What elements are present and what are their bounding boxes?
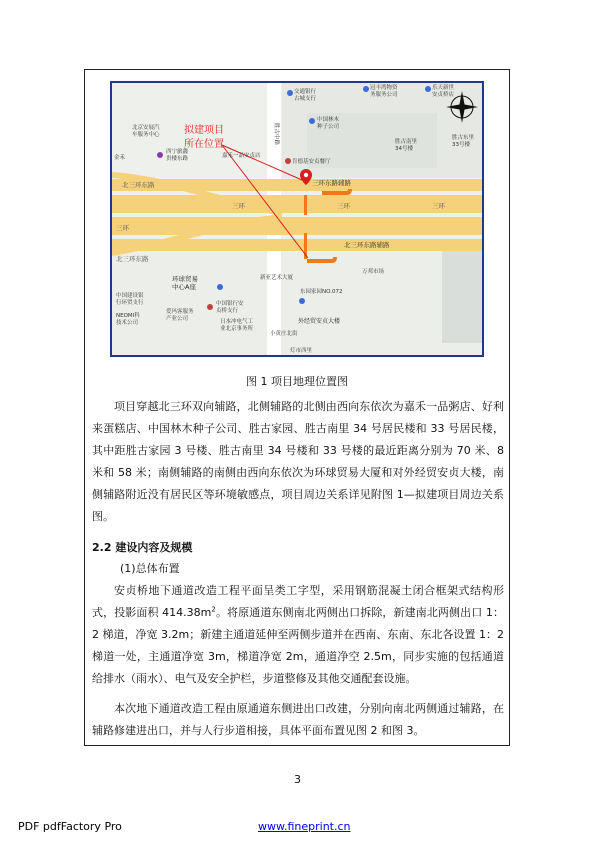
map-label: 交通银行 xyxy=(294,89,317,95)
poi-letian-icon xyxy=(425,86,431,92)
map-label: 三环 xyxy=(337,202,350,210)
map-label: 中心A座 xyxy=(172,283,196,291)
map-label: 胜古中路 xyxy=(273,123,279,146)
poi-global-icon xyxy=(217,284,223,290)
map-label: 西宁旅鑫 xyxy=(166,149,189,155)
poi-kfc-icon xyxy=(285,158,291,164)
map-marker-pole-north xyxy=(304,195,307,215)
map-label: 贞桥支行 xyxy=(216,308,239,314)
map-label: 日本冲电气工 xyxy=(220,319,254,325)
poi-chinabank-icon xyxy=(207,304,213,310)
map-label: 北三环东路辅路 xyxy=(344,241,390,249)
map-label: 34号楼 xyxy=(395,146,413,152)
map-label: 北京安展汽 xyxy=(132,125,160,131)
map-block-south xyxy=(112,253,482,355)
footer-link[interactable]: www.fineprint.cn xyxy=(258,820,351,833)
paragraph-surroundings: 项目穿越北三环双向辅路，北侧辅路的北侧由西向东依次为嘉禾一品粥店、好利来蛋糕店、中国林木种子公司、胜古家园、胜古南里 34 号居民楼和 33 号居民楼，其中距胜古家园 3 号楼、胜古南里 34 号楼和 33 号楼的最近距离分别为 70 米、8 米和 58 米；南侧辅路的南侧由西向东依次为环球贸易大厦和对外经贸安贞大楼，南侧辅路附近没有居民区等环境敏感点，项目周边关系详见附图 1—拟建项目周边关系图。 xyxy=(92,400,504,523)
map-label: 中国建设银 xyxy=(116,293,144,299)
map-label: 乐天新世 xyxy=(432,85,455,91)
map-label: 三环东路辅路 xyxy=(312,179,351,187)
poi-foreign-icon xyxy=(299,298,305,304)
map-label: 三环 xyxy=(116,224,129,232)
map-block-east xyxy=(442,243,482,343)
map-label: 贵楼东路 xyxy=(166,156,189,162)
map-label: 车服务中心 xyxy=(132,132,160,138)
map-label: 胜古东里 xyxy=(452,135,475,141)
area-unit-superscript: 2 xyxy=(211,605,216,614)
figure-caption: 图 1 项目地理位置图 xyxy=(246,375,348,388)
map-label: 胜古南里 xyxy=(395,139,418,145)
subsection-title: (1)总体布置 xyxy=(120,562,180,575)
paragraph-layout-part2: 。将原通道东侧南北两侧出口拆除，新建南北两侧出口 1：2 梯道，净宽 3.2m；新建主通道延伸至两侧步道并在西南、东南、东北各设置 1：2 梯道一处，主通道净宽 3m，梯道净宽 2m，通道净空 2.5m，同步实施的包括通道给排水（雨水）、电气及安全护栏，步道整修及其他交通配套设施。 xyxy=(92,606,504,685)
map-label: 安贞桥店 xyxy=(432,92,455,98)
map-label: 肯德基安贞餐厅 xyxy=(292,159,331,165)
paragraph-layout xyxy=(92,580,504,690)
map-svg xyxy=(112,83,482,355)
poi-hotel-icon xyxy=(157,152,163,158)
annotation-label: 拟建项目 xyxy=(184,125,224,136)
paragraph-renovation: 本次地下通道改造工程由原通道东侧进出口改建，分别向南北两侧通过辅路，在辅路修建进出口，并与人行步道相接，具体平面布置见图 2 和图 3。 xyxy=(92,702,504,737)
map-label: 33号楼 xyxy=(452,142,470,148)
poi-crown-icon xyxy=(363,86,369,92)
location-pin-dot xyxy=(304,173,308,177)
map-label: 东园家园NO.072 xyxy=(300,289,343,295)
map-label: 万邦市场 xyxy=(362,269,385,275)
map-label: 技术公司 xyxy=(116,320,139,326)
map-label: 古城支行 xyxy=(294,96,317,102)
map-label: 爱玛客服务 xyxy=(166,309,194,315)
map-label: 环球贸易 xyxy=(172,275,198,283)
map-label: 行环贸支行 xyxy=(116,300,144,306)
footer-producer: PDF pdfFactory Pro xyxy=(18,820,122,833)
map-label: 中国银行安 xyxy=(216,301,244,307)
map-label: 产业公司 xyxy=(166,316,189,322)
poi-forest-icon xyxy=(309,118,315,124)
map-label: 灯市西里 xyxy=(290,348,313,354)
map-label: NEOMI科 xyxy=(116,313,140,319)
map-label: 种子公司 xyxy=(317,124,340,130)
map-label: 新亚艺术大厦 xyxy=(260,275,294,281)
location-map xyxy=(110,81,484,357)
poi-bank-icon xyxy=(287,90,293,96)
map-label: 小黄庄北街 xyxy=(270,331,298,337)
paragraph-layout-part1: 安贞桥地下通道改造工程平面呈类工字型，采用钢筋混凝土闭合框架式结构形式，投影面积 414.38m xyxy=(92,584,504,619)
map-label: 中国林木 xyxy=(317,117,340,123)
map-label: 业北京事务所 xyxy=(220,326,254,332)
map-label: 冠丰湾物资 xyxy=(370,85,398,91)
map-label: 北三环东路 xyxy=(116,255,149,263)
map-label: 北三环东路 xyxy=(122,181,155,189)
map-label: 务服务公司 xyxy=(370,92,398,98)
map-label: 三环 xyxy=(432,202,445,210)
section-title: 2.2 建设内容及规模 xyxy=(92,541,193,554)
map-road-ring-2 xyxy=(112,195,482,213)
map-label: 嘉禾一品安贞店 xyxy=(222,153,261,159)
page-number: 3 xyxy=(294,773,301,786)
map-label: 金禾 xyxy=(114,155,126,161)
map-label: 三环 xyxy=(232,202,245,210)
map-road-ring-3 xyxy=(112,217,482,235)
map-label: 外经贸安贞大楼 xyxy=(298,318,341,325)
annotation-label: 所在位置 xyxy=(184,139,224,150)
